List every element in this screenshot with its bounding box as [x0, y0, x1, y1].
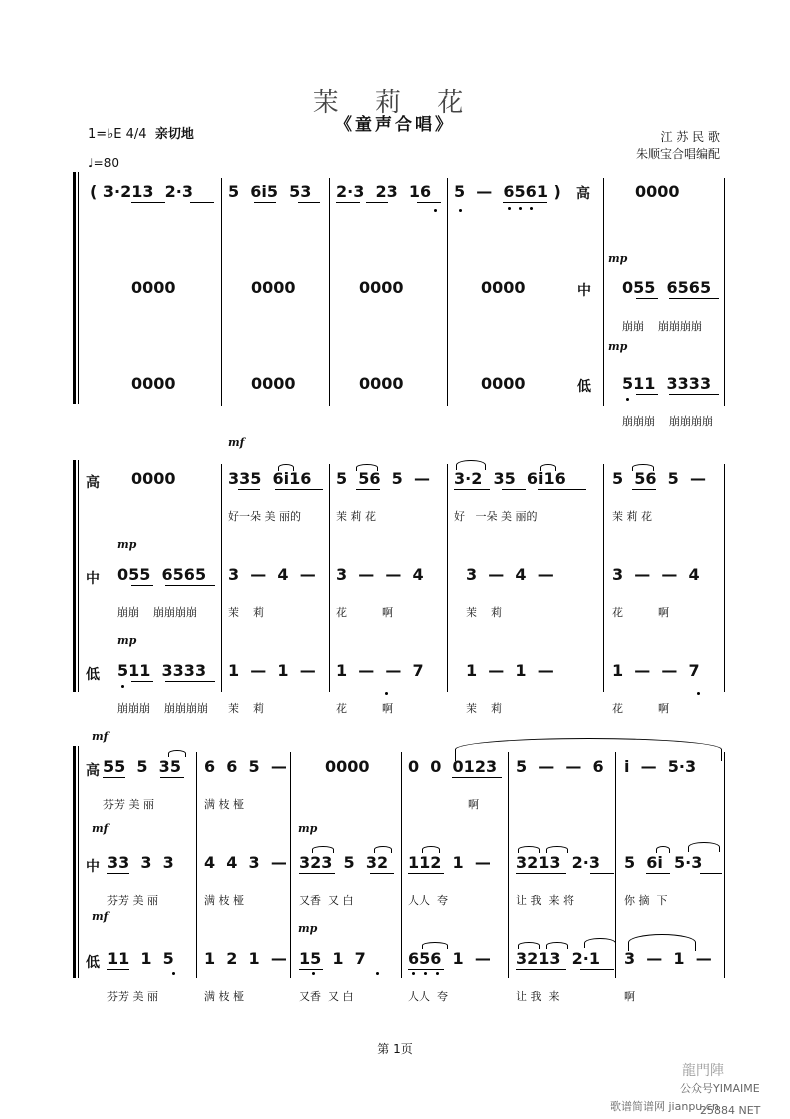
dynamic-mf: mf [228, 436, 245, 449]
barline [447, 464, 448, 692]
lyric-line: 崩崩崩 崩崩崩崩 [622, 415, 713, 428]
page-number: 第 1页 [377, 1042, 413, 1056]
barline [196, 752, 197, 978]
dynamic-mf: mf [92, 822, 109, 835]
dynamic-mf: mf [92, 730, 109, 743]
measure: 0000 [131, 278, 176, 297]
watermark-logo: 龍門陣 [682, 1063, 724, 1079]
measure: 5 — — 6 [516, 757, 604, 776]
measure: 0000 [481, 374, 526, 393]
part-label-mid: 中 [86, 859, 100, 875]
tempo-marking: ♩=80 [88, 156, 119, 170]
lyric: 啊 [624, 990, 635, 1003]
key-signature: 1=♭E 4/4 亲切地 [88, 127, 194, 142]
measure: 11 1 5 [107, 949, 174, 968]
barline [724, 464, 725, 692]
credit-origin: 江 苏 民 歌 [660, 130, 720, 144]
system-brace [73, 172, 76, 404]
lyric: 芬芳 美 丽 [107, 894, 158, 907]
lyric: 花 啊 [612, 606, 669, 619]
lyric: 芬芳 美 丽 [107, 990, 158, 1003]
measure: 2·3 23 16 [336, 182, 432, 201]
barline [290, 752, 291, 978]
measure: 3213 2·1 [516, 949, 601, 968]
part-label-high: 高 [576, 186, 590, 202]
lyric: 茉 莉 [228, 702, 264, 715]
lyric: 好一朵 美 丽的 [228, 510, 301, 523]
lyric: 满 枝 桠 [204, 798, 244, 811]
system-brace [73, 460, 76, 692]
barline [329, 178, 330, 406]
measure: 1 — 1 — [466, 661, 554, 680]
measure: 6 6 5 — [204, 757, 287, 776]
measure: 5 6i5 53 [228, 182, 312, 201]
lyric: 花 啊 [612, 702, 669, 715]
lyric: 茉 莉 [228, 606, 264, 619]
measure: ( 3·213 2·3 [90, 182, 193, 201]
credit-arranger: 朱顺宝合唱编配 [635, 147, 720, 161]
lyric: 让 我 来 [516, 990, 560, 1003]
measure: 5 6i 5·3 [624, 853, 703, 872]
page-title: 茉 莉 花 [312, 88, 478, 118]
measure: 3 — 1 — [624, 949, 712, 968]
dynamic-mf: mf [92, 910, 109, 923]
lyric: 啊 [468, 798, 479, 811]
measure: 511 3333 [117, 661, 207, 680]
measure: 3 — — 4 [336, 565, 424, 584]
measure: 1 — 1 — [228, 661, 316, 680]
dynamic-mp: mp [117, 538, 137, 551]
measure: 0 0 0123 [408, 757, 498, 776]
part-label-low: 低 [86, 667, 100, 683]
dynamic-mp: mp [117, 634, 137, 647]
measure: 0000 [359, 374, 404, 393]
system-line [78, 172, 79, 404]
watermark-text: 公众号YIMAIME [680, 1082, 760, 1095]
lyric: 满 枝 桠 [204, 894, 244, 907]
lyric: 茉 莉 花 [336, 510, 376, 523]
dynamic-mp: mp [298, 922, 318, 935]
barline [221, 464, 222, 692]
part-label-high: 高 [86, 763, 100, 779]
barline [401, 752, 402, 978]
measure: 112 1 — [408, 853, 491, 872]
measure: 0000 [131, 469, 176, 488]
barline [447, 178, 448, 406]
watermark-text: 歌谱简谱网 jianpu.cn [610, 1100, 719, 1113]
part-label-high: 高 [86, 475, 100, 491]
measure: 0000 [325, 757, 370, 776]
barline [603, 464, 604, 692]
barline [329, 464, 330, 692]
lyric: 人人 夸 [408, 894, 448, 907]
measure: 323 5 32 [299, 853, 389, 872]
measure: 0000 [635, 182, 680, 201]
lyric: 芬芳 美 丽 [103, 798, 154, 811]
measure: 3 — 4 — [466, 565, 554, 584]
measure: 1 — — 7 [336, 661, 424, 680]
lyric: 花 啊 [336, 606, 393, 619]
system-brace [73, 746, 76, 978]
barline [508, 752, 509, 978]
measure: 0000 [251, 374, 296, 393]
barline [603, 178, 604, 406]
measure: 1 2 1 — [204, 949, 287, 968]
measure: 0000 [131, 374, 176, 393]
barline [724, 178, 725, 406]
measure: 55 5 35 [103, 757, 181, 776]
part-label-low: 低 [577, 379, 591, 395]
lyric: 茉 莉 [466, 702, 502, 715]
measure: 1 — — 7 [612, 661, 700, 680]
measure: 4 4 3 — [204, 853, 287, 872]
measure: 33 3 3 [107, 853, 174, 872]
measure: 0000 [359, 278, 404, 297]
measure: 3·2 35 6i16 [454, 469, 566, 488]
lyric: 花 啊 [336, 702, 393, 715]
lyric: 茉 莉 [466, 606, 502, 619]
dynamic-mp: mp [608, 252, 628, 265]
part-label-mid: 中 [86, 571, 100, 587]
dynamic-mp: mp [298, 822, 318, 835]
lyric: 你 摘 下 [624, 894, 668, 907]
measure: 5 — 6561 ) [454, 182, 561, 201]
measure: 3213 2·3 [516, 853, 601, 872]
lyric: 让 我 来 将 [516, 894, 574, 907]
part-label-low: 低 [86, 955, 100, 971]
measure: 656 1 — [408, 949, 491, 968]
lyric: 茉 莉 花 [612, 510, 652, 523]
measure: 5 56 5 — [612, 469, 706, 488]
measure: 15 1 7 [299, 949, 366, 968]
barline [724, 752, 725, 978]
dynamic-mp: mp [608, 340, 628, 353]
measure: 511 3333 [622, 374, 712, 393]
measure: 335 6i16 [228, 469, 312, 488]
lyric: 人人 夸 [408, 990, 448, 1003]
lyric-line: 崩崩 崩崩崩崩 [622, 320, 702, 333]
lyric: 又香 又 白 [299, 894, 354, 907]
lyric: 又香 又 白 [299, 990, 354, 1003]
lyric: 崩崩 崩崩崩崩 [117, 606, 197, 619]
measure: 055 6565 [117, 565, 207, 584]
measure: 3 — 4 — [228, 565, 316, 584]
subtitle: 《童声合唱》 [335, 115, 455, 135]
measure: 055 6565 [622, 278, 712, 297]
barline [221, 178, 222, 406]
measure: 3 — — 4 [612, 565, 700, 584]
part-label-mid: 中 [577, 283, 591, 299]
lyric: 崩崩崩 崩崩崩崩 [117, 702, 208, 715]
measure: 5 56 5 — [336, 469, 430, 488]
lyric: 满 枝 桠 [204, 990, 244, 1003]
measure: 0000 [481, 278, 526, 297]
lyric: 好 一朵 美 丽的 [454, 510, 538, 523]
measure: 0000 [251, 278, 296, 297]
measure: i — 5·3 [624, 757, 697, 776]
watermark-text: 25884 NET [700, 1104, 761, 1117]
